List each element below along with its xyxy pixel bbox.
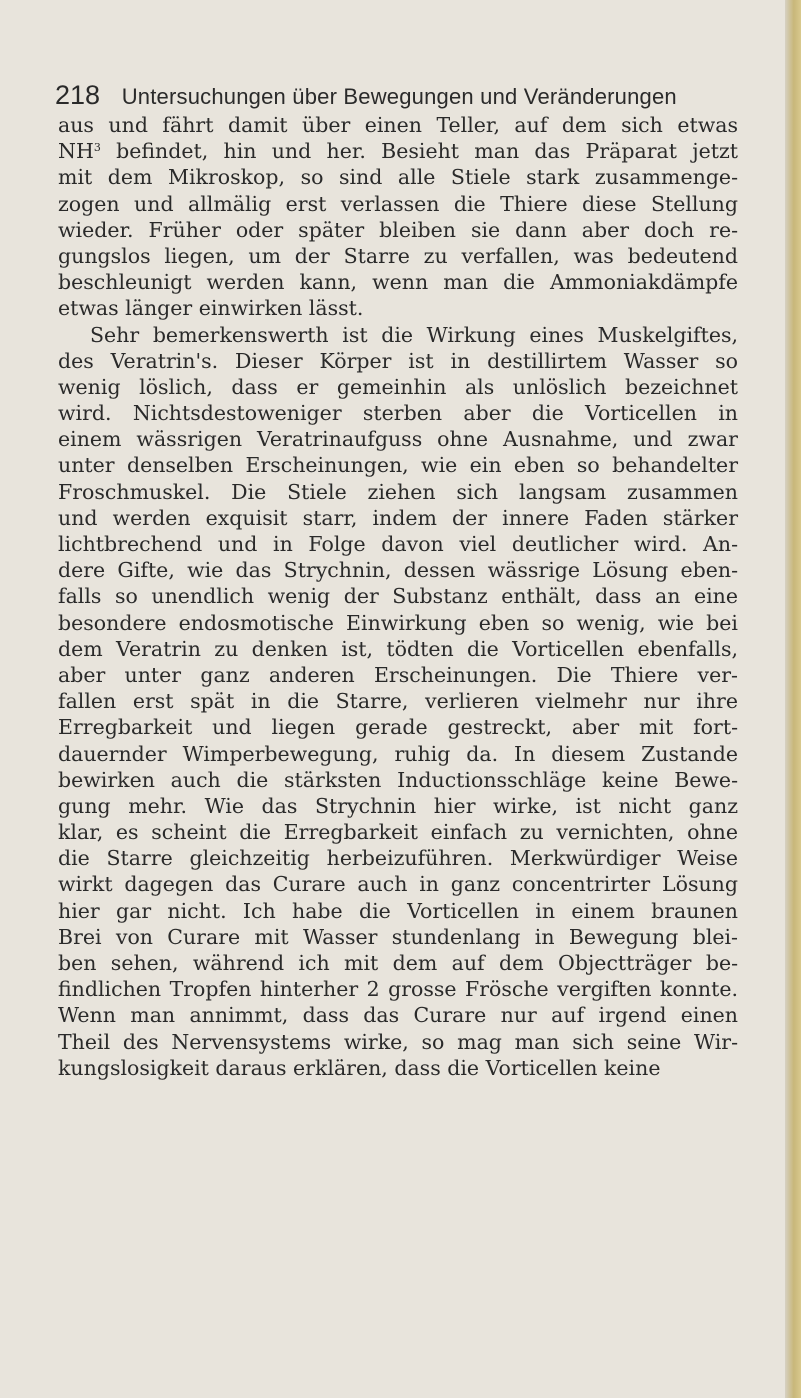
text-line: falls so unendlich wenig der Substanz enthält, dass an eine <box>58 584 738 609</box>
text-line: zogen und allmälig erst verlassen die Thiere diese Stellung <box>58 191 738 216</box>
text-line: wieder. Früher oder später bleiben sie dann aber doch re- <box>58 217 738 242</box>
text-line: Froschmuskel. Die Stiele ziehen sich langsam zusammen <box>58 479 738 504</box>
text-line: Erregbarkeit und liegen gerade gestreckt, aber mit fort- <box>58 715 738 740</box>
text-line: wirkt dagegen das Curare auch in ganz concentrirter Lösung <box>58 872 738 897</box>
text-line: wird. Nichtsdestoweniger sterben aber die Vorticellen in <box>58 401 738 426</box>
page-header <box>55 80 755 111</box>
text-line: findlichen Tropfen hinterher 2 grosse Frösche vergiften konnte. <box>58 977 738 1002</box>
text-line: dem Veratrin zu denken ist, tödten die Vorticellen ebenfalls, <box>58 636 738 661</box>
text-line: unter denselben Erscheinungen, wie ein eben so behandelter <box>58 453 738 478</box>
page-edge <box>785 0 801 1398</box>
text-line: einem wässrigen Veratrinaufguss ohne Ausnahme, und zwar <box>58 427 738 452</box>
text-line: dauernder Wimperbewegung, ruhig da. In diesem Zustande <box>58 741 738 766</box>
body-text <box>58 112 738 1081</box>
text-line: $NH^3$ befindet, hin und her. Besieht man das Präparat jetzt <box>58 139 738 164</box>
text-line: klar, es scheint die Erregbarkeit einfach zu vernichten, ohne <box>58 820 738 845</box>
text-line: aber unter ganz anderen Erscheinungen. Die Thiere ver- <box>58 662 738 687</box>
text-line: gung mehr. Wie das Strychnin hier wirke, ist nicht ganz <box>58 793 738 818</box>
text-line: und werden exquisit starr, indem der innere Faden stärker <box>58 505 738 530</box>
text-line: Wenn man annimmt, dass das Curare nur auf irgend einen <box>58 1003 738 1028</box>
text-line: besondere endosmotische Einwirkung eben so wenig, wie bei <box>58 610 738 635</box>
text-line: fallen erst spät in die Starre, verlieren vielmehr nur ihre <box>58 689 738 714</box>
page-number: 218 <box>55 80 101 110</box>
superscript: 3 <box>93 141 101 155</box>
text-line: mit dem Mikroskop, so sind alle Stiele stark zusammenge- <box>58 165 738 190</box>
text-line: hier gar nicht. Ich habe die Vorticellen in einem braunen <box>58 898 738 923</box>
text-line: lichtbrechend und in Folge davon viel deutlicher wird. An- <box>58 532 738 556</box>
text-line: beschleunigt werden kann, wenn man die Ammoniakdämpfe <box>58 270 738 295</box>
text-line: wenig löslich, dass er gemeinhin als unlöslich bezeichnet <box>58 374 738 399</box>
text-line: kungslosigkeit daraus erklären, dass die Vorticellen keine <box>58 1055 661 1080</box>
text-line: Sehr bemerkenswerth ist die Wirkung eines Muskelgiftes, <box>90 322 738 347</box>
running-title: Untersuchungen über Bewegungen und Veränderungen <box>121 84 677 109</box>
text-line: Theil des Nervensystems wirke, so mag man sich seine Wir- <box>58 1029 738 1054</box>
text-line: Brei von Curare mit Wasser stundenlang in Bewegung blei- <box>58 924 738 949</box>
text-line: aus und fährt damit über einen Teller, auf dem sich etwas <box>58 113 738 137</box>
text-line: ben sehen, während ich mit dem auf dem Objectträger be- <box>58 951 738 975</box>
text-line: bewirken auch die stärksten Inductionsschläge keine Bewe- <box>58 767 738 792</box>
text-line: dere Gifte, wie das Strychnin, dessen wässrige Lösung eben- <box>58 558 738 583</box>
text-line: etwas länger einwirken lässt. <box>58 296 364 321</box>
text-line: gungslos liegen, um der Starre zu verfallen, was bedeutend <box>58 243 738 268</box>
text-line: die Starre gleichzeitig herbeizuführen. Merkwürdiger Weise <box>58 846 738 871</box>
text-line: des Veratrin's. Dieser Körper ist in destillirtem Wasser so <box>58 348 738 373</box>
